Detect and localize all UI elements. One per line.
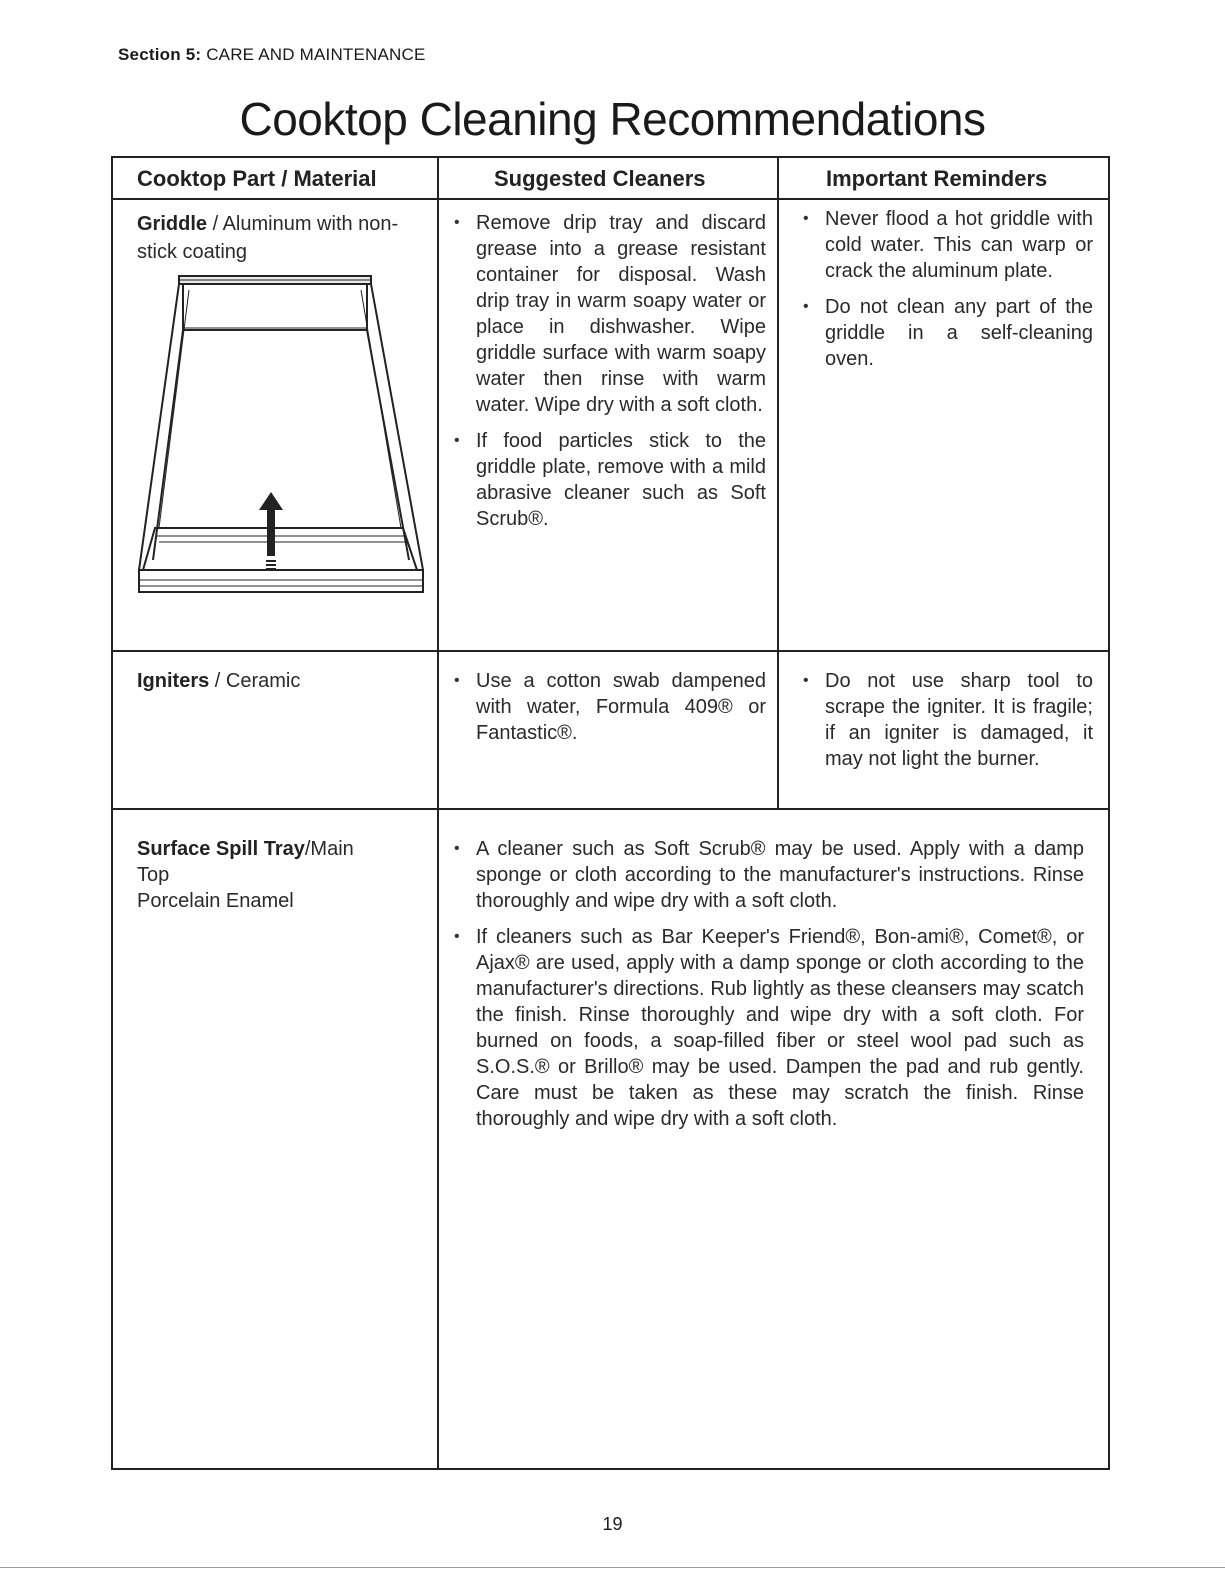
section-number: Section 5: — [118, 45, 202, 64]
list-item: • If food particles stick to the griddle plate, remove with a mild abrasive cleaner such as Soft Scrub®. — [454, 428, 766, 532]
list-item: • Do not use sharp tool to scrape the igniter. It is fragile; if an igniter is damaged, it may not light the burner. — [803, 668, 1093, 772]
list-item: • Remove drip tray and discard grease into a grease resistant container for disposal. Wash drip tray in warm soapy water or place in dishwasher. Wipe griddle surface with warm soapy water then rinse with warm water. Wipe dry with a soft cloth. — [454, 210, 766, 418]
column-divider — [777, 158, 779, 810]
part-material-line2: Top — [137, 864, 170, 886]
section-header — [118, 45, 426, 65]
spill-tray-label — [137, 836, 427, 914]
column-divider — [437, 158, 439, 1468]
griddle-cleaners — [454, 210, 766, 542]
griddle-reminders — [803, 206, 1093, 382]
list-item: • A cleaner such as Soft Scrub® may be used. Apply with a damp sponge or cloth according to the manufacturer's instructions. Rinse thoroughly and wipe dry with a soft cloth. — [454, 836, 1084, 914]
cleaning-table — [111, 156, 1110, 1470]
row-divider — [113, 650, 1108, 652]
part-name: Surface Spill Tray — [137, 838, 305, 860]
igniters-cleaners — [454, 668, 766, 756]
part-material-line3: Porcelain Enamel — [137, 890, 294, 912]
part-material: / Ceramic — [209, 670, 301, 692]
igniters-reminders — [803, 668, 1093, 782]
page-title: Cooktop Cleaning Recommendations — [239, 93, 986, 145]
list-item: • Use a cotton swab dampened with water, Formula 409® or Fantastic®. — [454, 668, 766, 746]
bottom-rule — [0, 1567, 1225, 1568]
part-material: /Main — [304, 838, 354, 860]
part-name: Griddle — [137, 213, 208, 235]
list-item: • Do not clean any part of the griddle in a self-cleaning oven. — [803, 294, 1093, 372]
part-name: Igniters — [137, 670, 210, 692]
section-name: CARE AND MAINTENANCE — [206, 45, 426, 64]
page-number: 19 — [602, 1514, 623, 1534]
list-item: • Never flood a hot griddle with cold water. This can warp or crack the aluminum plate. — [803, 206, 1093, 284]
row-divider — [113, 808, 1108, 810]
spill-tray-cleaners — [454, 836, 1084, 1142]
part-material: / Aluminum with non-stick coating — [137, 213, 399, 263]
header-divider — [113, 198, 1108, 200]
griddle-illustration — [135, 270, 427, 630]
header-reminders: Important Reminders — [826, 166, 1048, 191]
igniters-label — [137, 668, 427, 694]
header-cleaners: Suggested Cleaners — [494, 166, 706, 191]
griddle-label — [137, 210, 427, 266]
arrow-up-icon — [259, 492, 283, 570]
list-item: • If cleaners such as Bar Keeper's Friend®, Bon-ami®, Comet®, or Ajax® are used, apply with a damp sponge or cloth according to the manufacturer's directions. Rub lightly as these cleansers may scatch the finish. Rinse thoroughly and wipe dry with a soft cloth. For burned on foods, a soap-filled fiber or steel wool pad such as S.O.S.® or Brillo® may be used. Dampen the pad and rub gently. Care must be taken as these may scratch the finish. Rinse thoroughly and wipe dry with a soft cloth. — [454, 924, 1084, 1132]
header-part: Cooktop Part / Material — [137, 166, 377, 191]
